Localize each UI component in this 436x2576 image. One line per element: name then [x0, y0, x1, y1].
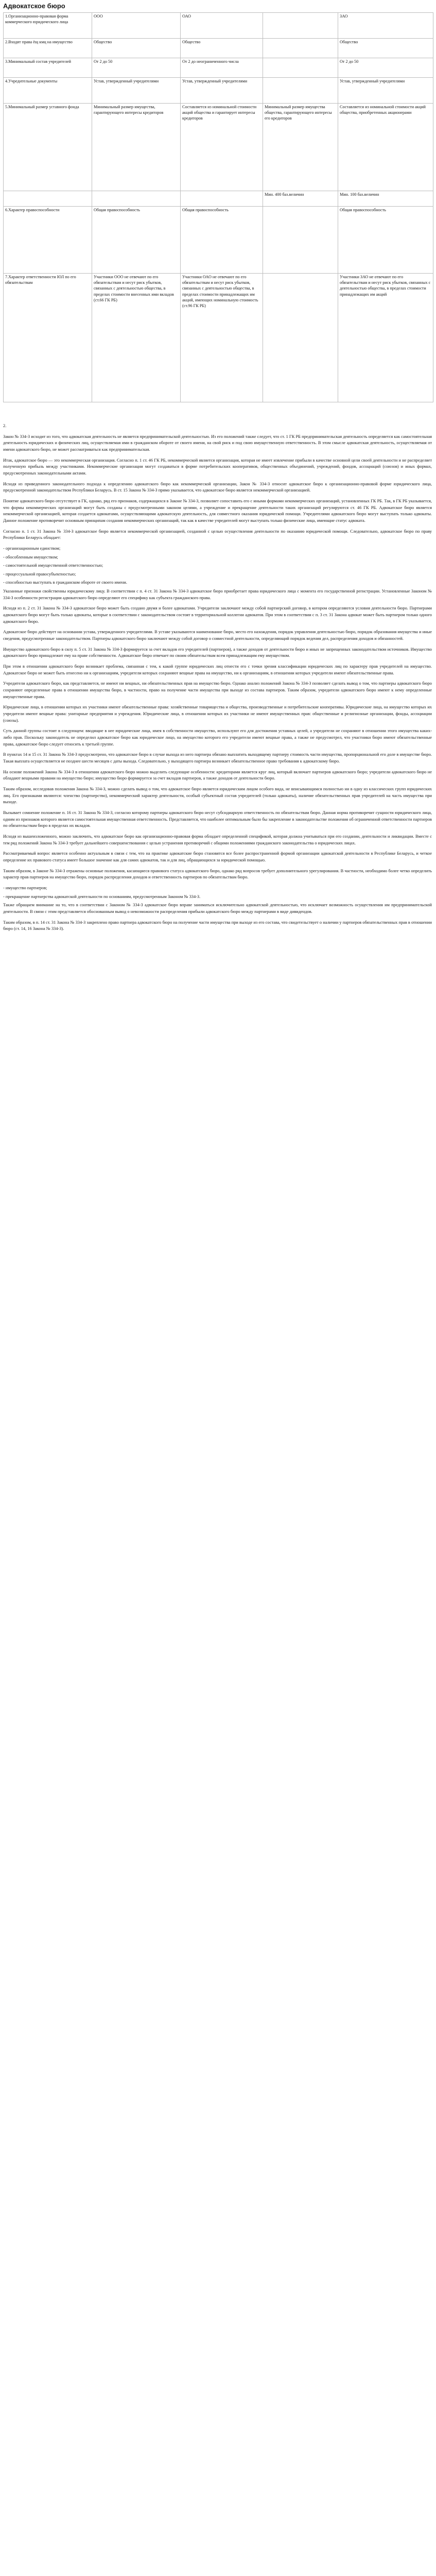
table-cell: От 2 до неограниченного числа	[181, 58, 263, 78]
table-cell	[181, 191, 263, 207]
list-item: - прекращение партнерства адвокатской деятельности по основаниям, предусмотренным Законом № 334-З.	[3, 894, 201, 899]
paragraph: На основе положений Закона № 334-З в отношении адвокатского бюро можно выделить следующие особенности: кредиторами является круг лиц, который включает партнеров адвокатского бюро; учредители адвокатского бюро не обладают вещными правами на имущество бюро; имущество бюро формируется за счет вкладов партнеров, а также доходов от деятельности бюро.	[3, 769, 432, 781]
table-cell: Устав, утвержденный учредителями	[92, 78, 181, 104]
table-cell: Участники ОАО не отвечают по его обязательствам и несут риск убытков, связанных с деятельностью общества, в пределах стоимости принадлежащих им акций, имеющих номинальную стоимость (ст.96 ГК РБ)	[181, 274, 263, 402]
list-item: - обособленным имуществом;	[3, 554, 58, 560]
paragraph: Суть данной группы состоит в следующем: вводящие в нее юридические лица, имея в собственности имущество, используют его для достижения уставных целей, а учредители не сохраняют в отношении этого имущества каких-либо прав. Поскольку законодатель не определил адвокатское бюро как юридическое лицо, на имущество которого его учредители имеют вещные права, а также не предусмотрел, что участники бюро имеют обязательственные права, адвокатское бюро следует относить к третьей группе.	[3, 728, 432, 747]
table-cell: ОАО	[181, 13, 263, 39]
paragraph: Таким образом, исследовав положения Закона № 334-З, можно сделать вывод о том, что адвокатское бюро является юридическим лицом особого вида, не вписывающимся полностью ни в одну из классических групп юридических лиц. Его признаками являются: членство (партнерство), некоммерческий характер деятельности, особый субъектный состав учредителей (только адвокаты), наличие обязательственных прав учредителей на часть имущества при выходе.	[3, 787, 432, 805]
paragraph: При этом в отношении адвокатского бюро возникает проблема, связанная с тем, к какой группе юридических лиц отнести его с точки зрения классификации юридических лиц по характеру прав учредителей на имущество. Адвокатское бюро не может быть отнесено ни к организациям, учредители которых сохраняют вещные права на имущество, ни к организациям, в отношении которых учредители имеют обязательственные права.	[3, 664, 432, 675]
table-cell	[263, 207, 338, 274]
paragraph: Исходя из приведенного законодательного подхода к определению адвокатского бюро как некоммерческой организации, Закон № 334-З относит адвокатское бюро к организационно-правовой форме юридического лица, предусмотренной законодательством Республики Беларусь. В ст. 15 Закона № 334-З прямо указывается, что адвокатское бюро является некоммерческой организацией.	[3, 481, 432, 493]
table-cell	[263, 274, 338, 402]
table-cell: 3.Минимальный состав учредителей	[4, 58, 92, 78]
paragraph: Понятие адвокатского бюро отсутствует в ГК, однако, ряд его признаков, содержащихся в Законе № 334-З, позволяет сопоставить его с иными формами некоммерческих организаций, установленных ГК РБ. Так, в ГК РБ указывается, что формы некоммерческих организаций могут быть созданы с предусмотренными законом целями, а учреждение и прекращение деятельности таких организаций регулируются ст. 46 ГК РБ. Адвокатское бюро является некоммерческой организацией, которая создается адвокатами, осуществляющими адвокатскую деятельность, для совместного оказания юридической помощи. Учредителями адвокатского бюро могут выступать только адвокаты. Данное положение противоречит основным принципам создания некоммерческих организаций, так как в качестве учредителей могут выступать только физические лица, имеющие статус адвоката.	[3, 499, 432, 523]
table-cell: 5.Минимальный размер уставного фонда	[4, 104, 92, 191]
table-row	[4, 58, 433, 78]
paragraph: Исходя из вышеизложенного, можно заключить, что адвокатское бюро как организационно-правовая форма обладает определенной спецификой, которая должна учитываться при его создании, деятельности и ликвидации. Вместе с тем ряд положений Закона № 334-З требует дальнейшего совершенствования с целью устранения противоречий с общими положениями гражданского законодательства о юридических лицах.	[3, 834, 432, 845]
table-cell: От 2 до 50	[338, 58, 433, 78]
table-cell: 2.Входят права ёщ кмц на имущество	[4, 39, 92, 58]
list-item: - организационным единством;	[3, 546, 61, 551]
table-row	[4, 13, 433, 39]
table-cell: От 2 до 50	[92, 58, 181, 78]
list-item: - процессуальной правосубъектностью;	[3, 571, 76, 577]
table-cell: Общая правоспособность	[338, 207, 433, 274]
table-cell: ООО	[92, 13, 181, 39]
table-cell: 1.Организационно-правовая форма коммерческого юридического лица	[4, 13, 92, 39]
table-cell: Составляется из номинальной стоимости акций общества и гарантирует интересы кредиторов	[181, 104, 263, 191]
table-cell: Мин. 400 баз.величин	[263, 191, 338, 207]
table-cell: Общая правоспособность	[181, 207, 263, 274]
comparison-table	[3, 12, 433, 402]
table-cell: 7.Характер ответственности ЮЛ по его обязательствам	[4, 274, 92, 402]
paragraph: Закон № 334-З исходит из того, что адвокатская деятельность не является предпринимательской деятельностью. Из его положений также следует, что ст. 1 ГК РБ предпринимательская деятельность определяется как самостоятельная деятельность юридических и физических лиц, осуществляемая ими в гражданском обороте от своего имени, на свой риск и под свою имущественную ответственность. В этом смысле адвокатская деятельность, осуществляемая от имени адвокатского бюро, не может рассматриваться как предпринимательская.	[3, 434, 432, 452]
table-row	[4, 78, 433, 104]
paragraph: Исходя из п. 2 ст. 31 Закона № 334-З адвокатское бюро может быть создано двумя и более адвокатами. Учредители заключают между собой партнерский договор, в котором определяются условия деятельности бюро. Партнерами адвокатского бюро могут быть только адвокаты, которые в соответствии с законодательством состоят в территориальной коллегии адвокатов. При этом в соответствии с п. 3 ст. 31 Закона адвокат может быть партнером только одного адвокатского бюро.	[3, 606, 432, 624]
table-cell: 6.Характер правоспособности	[4, 207, 92, 274]
table-cell: Мин. 100 баз.величин	[338, 191, 433, 207]
table-row	[4, 274, 433, 402]
paragraph: Вызывает сомнение положение п. 16 ст. 31 Закона № 334-З, согласно которому партнеры адвокатского бюро несут субсидиарную ответственность по обязательствам бюро. Данная норма противоречит сущности юридического лица, одним из признаков которого является самостоятельная имущественная ответственность. Представляется, что наиболее оптимальным было бы закрепление в законодательстве положения об ограниченной ответственности партнеров по обязательствам бюро в пределах их вкладов.	[3, 810, 432, 828]
paragraph: Итак, адвокатское бюро — это некоммерческая организация. Согласно п. 1 ст. 46 ГК РБ, некоммерческой является организация, которая не имеет извлечение прибыли в качестве основной цели своей деятельности и не распределяет полученную прибыль между участниками. Некоммерческие организации могут создаваться в форме потребительских кооперативов, общественных объединений, учреждений, фондов, ассоциаций (союзов) и иных формах, предусмотренных законодательными актами.	[3, 457, 432, 476]
list-item: - самостоятельной имущественной ответственностью;	[3, 563, 103, 568]
table-cell	[92, 191, 181, 207]
table-cell	[263, 13, 338, 39]
paragraph: Рассматриваемый вопрос является особенно актуальным в связи с тем, что на практике адвокатские бюро становятся все более распространенной формой организации адвокатской деятельности в Республике Беларусь, и четкое определение их правового статуса имеет большое значение как для самих адвокатов, так и для лиц, обращающихся за юридической помощью.	[3, 851, 432, 863]
table-row	[4, 104, 433, 191]
table-cell: Участники ООО не отвечают по его обязательствам и несут риск убытков, связанных с деятельностью общества, в пределах стоимости внесенных ими вкладов (ст.66 ГК РБ)	[92, 274, 181, 402]
table-cell: Минимальный размер имущества общества, гарантирующего интересы его кредиторов	[263, 104, 338, 191]
table-cell: Устав, утвержденный учредителями	[338, 78, 433, 104]
paragraph: В пунктах 14 и 15 ст. 31 Закона № 334-З предусмотрено, что адвокатское бюро в случае выхода из него партнера обязано выплатить выходящему партнеру стоимость части имущества, пропорциональной его доле в имуществе бюро. Такая выплата осуществляется не позднее шести месяцев с даты выхода. Следовательно, у выходящего партнера возникает обязательственное право требования к адвокатскому бюро.	[3, 752, 432, 764]
table-cell: Участники ЗАО не отвечают по его обязательствам и несут риск убытков, связанных с деятельностью общества, в пределах стоимости принадлежащих им акций	[338, 274, 433, 402]
paragraph: Таким образом, в п. 14 ст. 31 Закона № 334-З закреплено право партнера адвокатского бюро на получение части имущества при выходе из его состава, что свидетельствует о наличии у партнеров обязательственных прав в отношении бюро (ст. 14, 16 Закона № 334-З).	[3, 920, 432, 931]
document-title: Адвокатское бюро	[3, 2, 65, 10]
paragraph: Учредители адвокатского бюро, как представляется, не имеют ни вещных, ни обязательственных прав на имущество бюро. Однако анализ положений Закона № 334-З позволяет сделать вывод о том, что партнеры адвокатского бюро сохраняют определенные права в отношении имущества бюро, в частности, право на получение части имущества при выходе из состава партнеров. Таким образом, учредители адвокатского бюро имеют к нему определенные имущественные права.	[3, 681, 432, 699]
list-item: - способностью выступать в гражданском обороте от своего имени.	[3, 580, 127, 585]
paragraph: Имущество адвокатского бюро в силу п. 5 ст. 31 Закона № 334-З формируется за счет вкладов его учредителей (партнеров), а также доходов от деятельности бюро и иных не запрещенных законодательством источников. Имущество адвокатского бюро принадлежит ему на праве собственности. Адвокатское бюро отвечает по своим обязательствам всем принадлежащим ему имуществом.	[3, 647, 432, 658]
table-cell: Составляется из номинальной стоимости акций общества, приобретенных акционерами	[338, 104, 433, 191]
table-row	[4, 207, 433, 274]
document-body	[3, 420, 432, 937]
table-cell: Устав, утвержденный учредителями	[181, 78, 263, 104]
table-cell: Общая правоспособность	[92, 207, 181, 274]
paragraph: Адвокатское бюро действует на основании устава, утвержденного учредителями. В уставе указываются наименование бюро, место его нахождения, порядок управления деятельностью бюро, порядок образования имущества и иные сведения, предусмотренные законодательством. Партнеры адвокатского бюро заключают между собой договор о совместной деятельности, определяющий порядок ведения дел, распределения доходов и обязанностей.	[3, 630, 432, 641]
paragraph: Согласно п. 1 ст. 31 Закона № 334-З адвокатское бюро является некоммерческой организацией, созданной с целью осуществления деятельности по оказанию юридической помощи. Следовательно, адвокатское бюро по праву Республики Беларусь обладает:	[3, 529, 432, 540]
paragraph: Указанные признаки свойственны юридическому лицу. В соответствии с п. 4 ст. 31 Закона № 334-З адвокатское бюро приобретает права юридического лица с момента его государственной регистрации. Установленные Законом № 334-З особенности регистрации адвокатского бюро определяют его специфику как субъекта гражданского права.	[3, 589, 432, 600]
table-cell	[263, 39, 338, 58]
table-cell	[4, 191, 92, 207]
paragraph: Также обращаем внимание на то, что в соответствии с Законом № 334-З адвокатское бюро вправе заниматься исключительно адвокатской деятельностью, что исключает возможность осуществления им предпринимательской деятельности. В связи с этим представляется обоснованным вывод о невозможности распределения прибыли адвокатского бюро между партнерами в виде дивидендов.	[3, 903, 432, 914]
table-cell: Общество	[92, 39, 181, 58]
table-cell: 4.Учредительные документы	[4, 78, 92, 104]
table-cell: Общество	[181, 39, 263, 58]
table-cell: ЗАО	[338, 13, 433, 39]
section-number: 2.	[3, 423, 7, 428]
table-cell: Общество	[338, 39, 433, 58]
paragraph: Юридические лица, в отношении которых их участники имеют обязательственные права: хозяйственные товарищества и общества, производственные и потребительские кооперативы. Юридические лица, на имущество которых их учредители имеют вещные права: унитарные предприятия и учреждения. Юридические лица, в отношении которых их участники не имеют имущественных прав: общественные и религиозные организации, фонды, ассоциации (союзы).	[3, 705, 432, 723]
list-item: - имущество партнеров;	[3, 886, 47, 891]
table-cell: Минимальный размер имущества, гарантирующего интересы кредиторов	[92, 104, 181, 191]
table-cell	[263, 58, 338, 78]
paragraph: Таким образом, в Законе № 334-З отражены основные положения, касающиеся правового статуса адвокатского бюро, однако ряд вопросов требует дополнительного урегулирования. В частности, необходимо более четко определить характер прав партнеров на имущество бюро, порядок распределения доходов и ответственность партнеров по обязательствам бюро.	[3, 868, 432, 880]
table-row	[4, 39, 433, 58]
table-cell	[263, 78, 338, 104]
table-row	[4, 191, 433, 207]
